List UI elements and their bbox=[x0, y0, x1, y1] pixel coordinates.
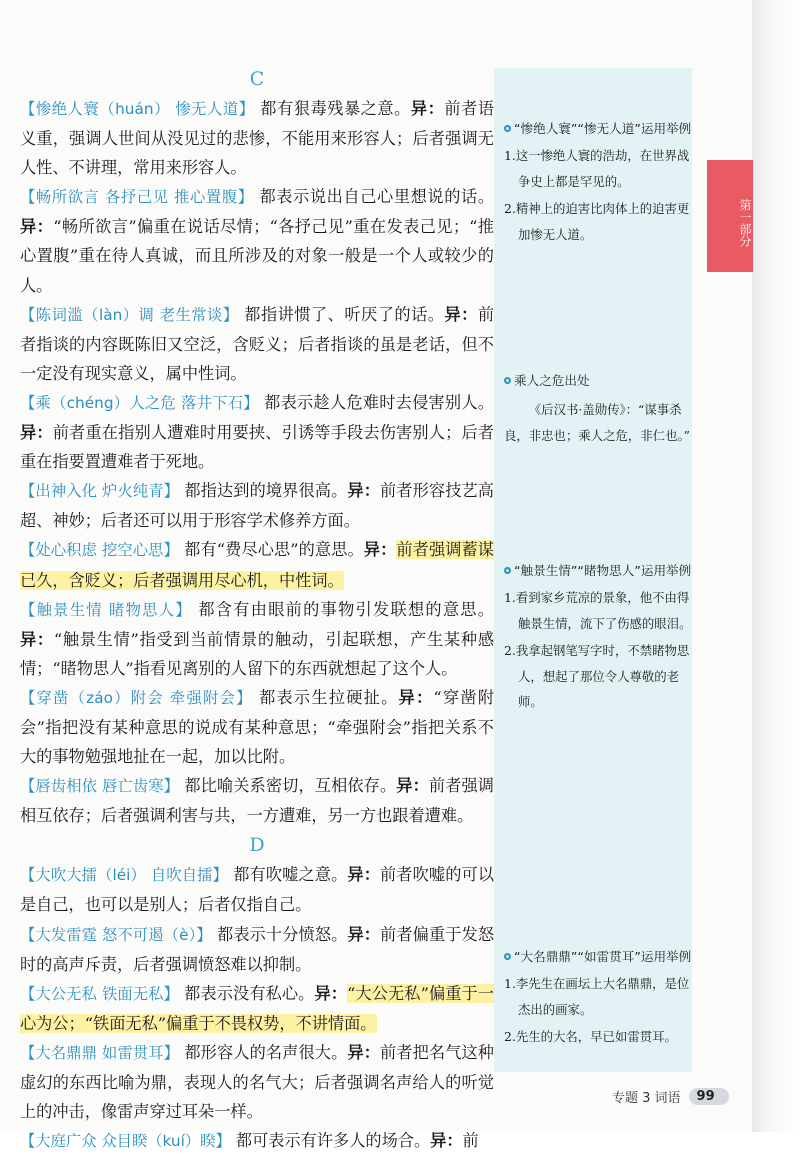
entry-term: 【穿凿（záo）附会 牵强附会】 bbox=[20, 688, 253, 707]
entry-common: 都可表示有许多人的场合。 bbox=[235, 1131, 431, 1151]
example-sentence: 2.先生的大名，早已如雷贯耳。 bbox=[504, 1029, 677, 1044]
entry bbox=[20, 1038, 494, 1126]
entry-diff-label: 异： bbox=[347, 924, 381, 944]
entry-term: 【陈词滥（làn）调 老生常谈】 bbox=[20, 305, 239, 324]
example-sentence: 1.看到家乡荒凉的景象，他不由得触景生情，流下了伤感的眼泪。 bbox=[504, 590, 692, 631]
entry-term: 【惨绝人寰（huán） 惨无人道】 bbox=[20, 100, 255, 118]
example-sentence: 2.我拿起钢笔写字时，不禁睹物思人，想起了那位令人尊敬的老师。 bbox=[504, 643, 690, 709]
entry-text: 前者指谈的内容既陈旧又空泛，含贬义；后者指谈的虽是老话，但不一定没有现实意义，属中性词。 bbox=[20, 304, 495, 383]
entry-text: 前者重在指别人遭难时用要挟、引诱等手段去伤害别人；后者重在指要置遭难者于死地。 bbox=[20, 423, 495, 472]
side-note bbox=[504, 368, 692, 448]
entry bbox=[20, 920, 494, 979]
entry-common: 都含有由眼前的事物引发联想的意思。 bbox=[198, 599, 494, 619]
entry-diff-label: 异： bbox=[347, 865, 380, 885]
circle-bullet-icon bbox=[504, 377, 511, 384]
part-tab: 第一部分 bbox=[707, 160, 753, 272]
entry-diff-label: 异： bbox=[444, 304, 478, 324]
entry-term: 【出神入化 炉火纯青】 bbox=[20, 482, 180, 501]
side-note-title: 乘人之危出处 bbox=[514, 373, 590, 388]
entry-text: “触景生情”指受到当前情景的触动，引起联想，产生某种感情；“睹物思人”指看见离别的人留下的东西就想起了这个人。 bbox=[20, 629, 495, 678]
section-letter-c: C bbox=[249, 68, 265, 90]
entry-term: 【畅所欲言 各抒己见 推心置腹】 bbox=[20, 188, 254, 207]
entry-common: 都表示说出自己心里想说的话。 bbox=[259, 187, 495, 207]
entry bbox=[20, 683, 494, 771]
entry-common: 都表示趁人危难时去侵害别人。 bbox=[264, 392, 494, 412]
side-note-title: “触景生情”“睹物思人”运用举例 bbox=[514, 563, 692, 578]
side-note bbox=[504, 116, 692, 249]
entry-term: 【大庭广众 众目睽（kuí）睽】 bbox=[20, 1132, 231, 1151]
highlighted-text: 前者强调蓄谋已久，含贬义；后者强调用尽心机，中性词。 bbox=[20, 540, 494, 590]
page-footer bbox=[612, 1084, 729, 1108]
entry bbox=[20, 476, 494, 535]
entry-common: 都表示生拉硬扯。 bbox=[259, 687, 399, 707]
entry-term: 【大吹大擂（léi） 自吹自擂】 bbox=[20, 866, 228, 885]
side-note-title: “大名鼎鼎”“如雷贯耳”运用举例 bbox=[514, 949, 692, 964]
entry bbox=[20, 94, 494, 182]
entry-term: 【大名鼎鼎 如雷贯耳】 bbox=[20, 1043, 180, 1062]
example-sentence: 2.精神上的迫害比肉体上的迫害更加惨无人道。 bbox=[504, 201, 690, 242]
entry-term: 【唇齿相依 唇亡齿寒】 bbox=[20, 777, 180, 796]
entry-common: 都比喻关系密切，互相依存。 bbox=[184, 776, 397, 796]
source-quote: 《后汉书·盖勋传》：“谋事杀良，非忠也；乘人之危，非仁也。” bbox=[504, 402, 690, 443]
page-binding-edge bbox=[752, 0, 800, 1132]
entry bbox=[20, 388, 494, 476]
entry-common: 都指讲惯了、听厌了的话。 bbox=[244, 304, 445, 324]
entry-diff-label: 异： bbox=[20, 217, 54, 237]
section-letter-d: D bbox=[249, 834, 265, 857]
circle-bullet-icon bbox=[504, 567, 511, 574]
highlighted-text: “大公无私”偏重于一心为公；“铁面无私”偏重于不畏权势，不讲情面。 bbox=[20, 983, 494, 1033]
entry bbox=[20, 860, 494, 919]
entry bbox=[20, 771, 494, 830]
entry-term: 【处心积虑 挖空心思】 bbox=[20, 541, 179, 560]
entry-text: “畅所欲言”偏重在说话尽情；“各抒己见”重在发表己见；“推心置腹”重在待人真诚，而且所涉及的对象一般是一个人或较少的人。 bbox=[20, 217, 494, 295]
entry-text: 前者强调相互依存；后者强调利害与共，一方遭难，另一方也跟着遭难。 bbox=[20, 776, 494, 826]
side-note-title: “惨绝人寰”“惨无人道”运用举例 bbox=[514, 121, 692, 136]
entry-diff-label: 异： bbox=[430, 1131, 463, 1151]
entry-common: 都形容人的名声很大。 bbox=[184, 1042, 348, 1062]
entry bbox=[20, 595, 494, 683]
footer-topic: 专题 3 词语 bbox=[612, 1090, 681, 1106]
entry-diff-label: 异： bbox=[314, 983, 348, 1003]
entry-text: 前者吹嘘的可以是自己，也可以是别人；后者仅指自己。 bbox=[20, 865, 495, 915]
entry-text: “穿凿附会”指把没有某种意思的说成有某种意思；“牵强附会”指把关系不大的事物勉强地扯在一起，加以比附。 bbox=[20, 687, 495, 767]
entry-text: 前者语义重，强调人世间从没见过的悲惨，不能用来形容人；后者强调无人性、不讲理，常用来形容人。 bbox=[20, 99, 495, 178]
entry bbox=[20, 182, 494, 299]
entry-diff-label: 异： bbox=[363, 540, 397, 560]
entry-text: 前者偏重于发怒时的高声斥责，后者强调愤怒难以抑制。 bbox=[20, 924, 495, 974]
entry-term: 【触景生情 睹物思人】 bbox=[20, 600, 192, 619]
entry bbox=[20, 300, 494, 388]
entry-diff-label: 异： bbox=[347, 481, 380, 501]
page-number: 99 bbox=[689, 1088, 729, 1105]
entry-diff-label: 异： bbox=[20, 629, 54, 649]
entry-term: 【大发雷霆 怒不可遏（è）】 bbox=[20, 925, 212, 944]
entry-common: 都表示十分愤怒。 bbox=[217, 924, 348, 944]
entry-text: 前 bbox=[462, 1131, 479, 1151]
entry-common: 都指达到的境界很高。 bbox=[184, 481, 348, 501]
circle-bullet-icon bbox=[504, 125, 511, 132]
entry-term: 【大公无私 铁面无私】 bbox=[20, 984, 179, 1003]
entry-text: 前者把名气这种虚幻的东西比喻为鼎，表现人的名气大；后者强调名声给人的听觉上的冲击，像雷声穿过耳朵一样。 bbox=[20, 1042, 494, 1122]
circle-bullet-icon bbox=[504, 953, 511, 960]
entry-common: 都有狠毒残暴之意。 bbox=[260, 99, 411, 118]
entry-common: 都表示没有私心。 bbox=[184, 983, 315, 1003]
entry-diff-label: 异： bbox=[20, 423, 53, 443]
entry bbox=[20, 1126, 494, 1156]
example-sentence: 1.这一惨绝人寰的浩劫，在世界战争史上都是罕见的。 bbox=[504, 148, 690, 189]
entry-common: 都有“费尽心思”的意思。 bbox=[184, 540, 364, 560]
side-note bbox=[504, 944, 692, 1052]
entry-text: 前者形容技艺高超、神妙；后者还可以用于形容学术修养方面。 bbox=[20, 481, 494, 531]
entry-term: 【乘（chéng）人之危 落井下石】 bbox=[20, 393, 259, 412]
entry-diff-label: 异： bbox=[396, 776, 429, 796]
entry-diff-label: 异： bbox=[410, 99, 445, 118]
entry-diff-label: 异： bbox=[347, 1042, 380, 1062]
entry-diff-label: 异： bbox=[398, 687, 434, 707]
entry-common: 都有吹嘘之意。 bbox=[233, 865, 348, 885]
side-note bbox=[504, 558, 692, 717]
main-column bbox=[20, 64, 494, 1156]
entry bbox=[20, 535, 494, 594]
example-sentence: 1.李先生在画坛上大名鼎鼎，是位杰出的画家。 bbox=[504, 976, 690, 1017]
entry bbox=[20, 979, 494, 1038]
